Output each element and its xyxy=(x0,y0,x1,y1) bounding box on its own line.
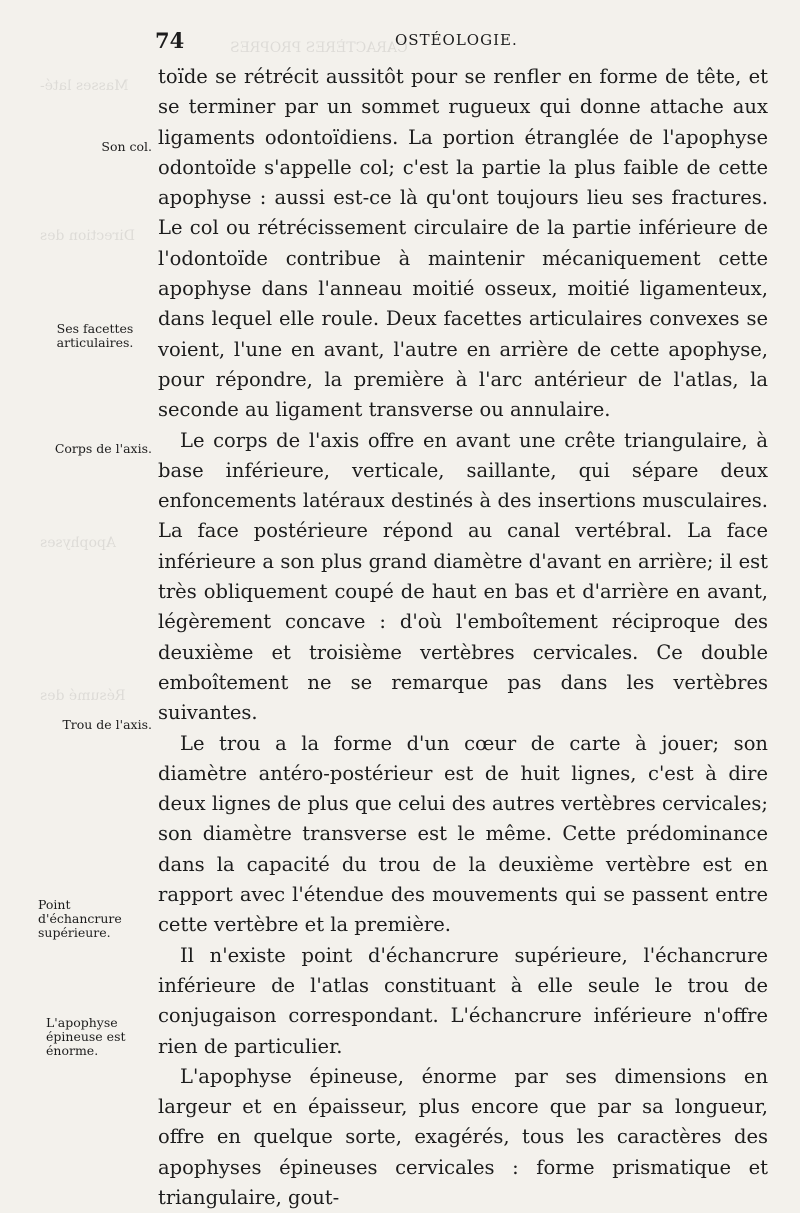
paragraph-apophyse-epineuse: L'apophyse épineuse, énorme par ses dimensions en largeur et en épaisseur, plus encore que par sa longueur, offre en quelque sorte, exagérés, tous les caractères des apophyses épineuses cervicales : forme prismatique et triangulaire, gout- xyxy=(158,1064,768,1209)
show-through-decoration: Résumé des xyxy=(40,688,126,704)
paragraph-echancrure: Il n'existe point d'échancrure supérieure, l'échancrure inférieure de l'atlas constituant à elle seule le trou de conjugaison correspondant. L'échancrure inférieure n'offre rien de particulier. xyxy=(158,943,768,1058)
paragraph-corps: Le corps de l'axis offre en avant une crête triangulaire, à base inférieure, verticale, saillante, qui sépare deux enfoncements latéraux destinés à des insertions musculaires. La face postérieure répond au canal vertébral. La face inférieure a son plus grand diamètre d'avant en arrière; il est très obliquement coupé de haut en bas et d'arrière en avant, légèrement concave : d'où l'emboîtement réciproque des deuxième et troisième vertèbres cervicales. Ce double emboîtement ne se remarque pas dans les vertèbres suivantes. xyxy=(158,428,768,725)
margin-note-facettes: Ses facettes articulaires. xyxy=(56,321,134,350)
body-text xyxy=(158,62,768,1213)
page-header xyxy=(155,28,735,58)
paragraph-odontoide: toïde se rétrécit aussitôt pour se renfler en forme de tête, et se terminer par un sommet rugueux qui donne attache aux ligaments odontoïdiens. La portion étranglée de l'apophyse odontoïde s'appelle col; c'est la partie la plus faible de cette apophyse : aussi est-ce là qu'ont toujours lieu ses fractures. Le col ou rétrécissement circulaire de la partie inférieure de l'odontoïde contribue à maintenir mécaniquement cette apophyse dans l'anneau moitié osseux, moitié ligamenteux, dans lequel elle roule. Deux facettes articulaires convexes se voient, l'une en avant, l'autre en arrière de cette apophyse, pour répondre, la première à l'arc antérieur de l'atlas, la seconde au ligament transverse ou annulaire. xyxy=(158,65,768,422)
page-number: 74 xyxy=(155,28,185,53)
running-title: OSTÉOLOGIE. xyxy=(395,31,518,49)
paragraph-trou: Le trou a la forme d'un cœur de carte à jouer; son diamètre antéro-postérieur est de huit lignes, c'est à dire deux lignes de plus que celui des autres vertèbres cervicales; son diamètre transverse est le même. Cette prédominance dans la capacité du trou de la deuxième vertèbre est en rapport avec l'étendue des mouvements qui se passent entre cette vertèbre et la première. xyxy=(158,731,768,937)
margin-note-col: Son col. xyxy=(101,139,152,154)
margin-note-trou: Trou de l'axis. xyxy=(62,717,152,732)
margin-note-corps: Corps de l'axis. xyxy=(54,441,152,456)
show-through-decoration: Direction des xyxy=(40,228,135,244)
margin-note-apophyse: L'apophyse épineuse est énorme. xyxy=(46,1015,126,1058)
show-through-decoration: Apophyses xyxy=(40,535,117,551)
margin-note-echancrure: Point d'échancrure supérieure. xyxy=(38,897,122,940)
show-through-decoration: CARACTÈRES PROPRES xyxy=(230,40,408,56)
show-through-decoration: Masses laté- xyxy=(40,78,129,94)
